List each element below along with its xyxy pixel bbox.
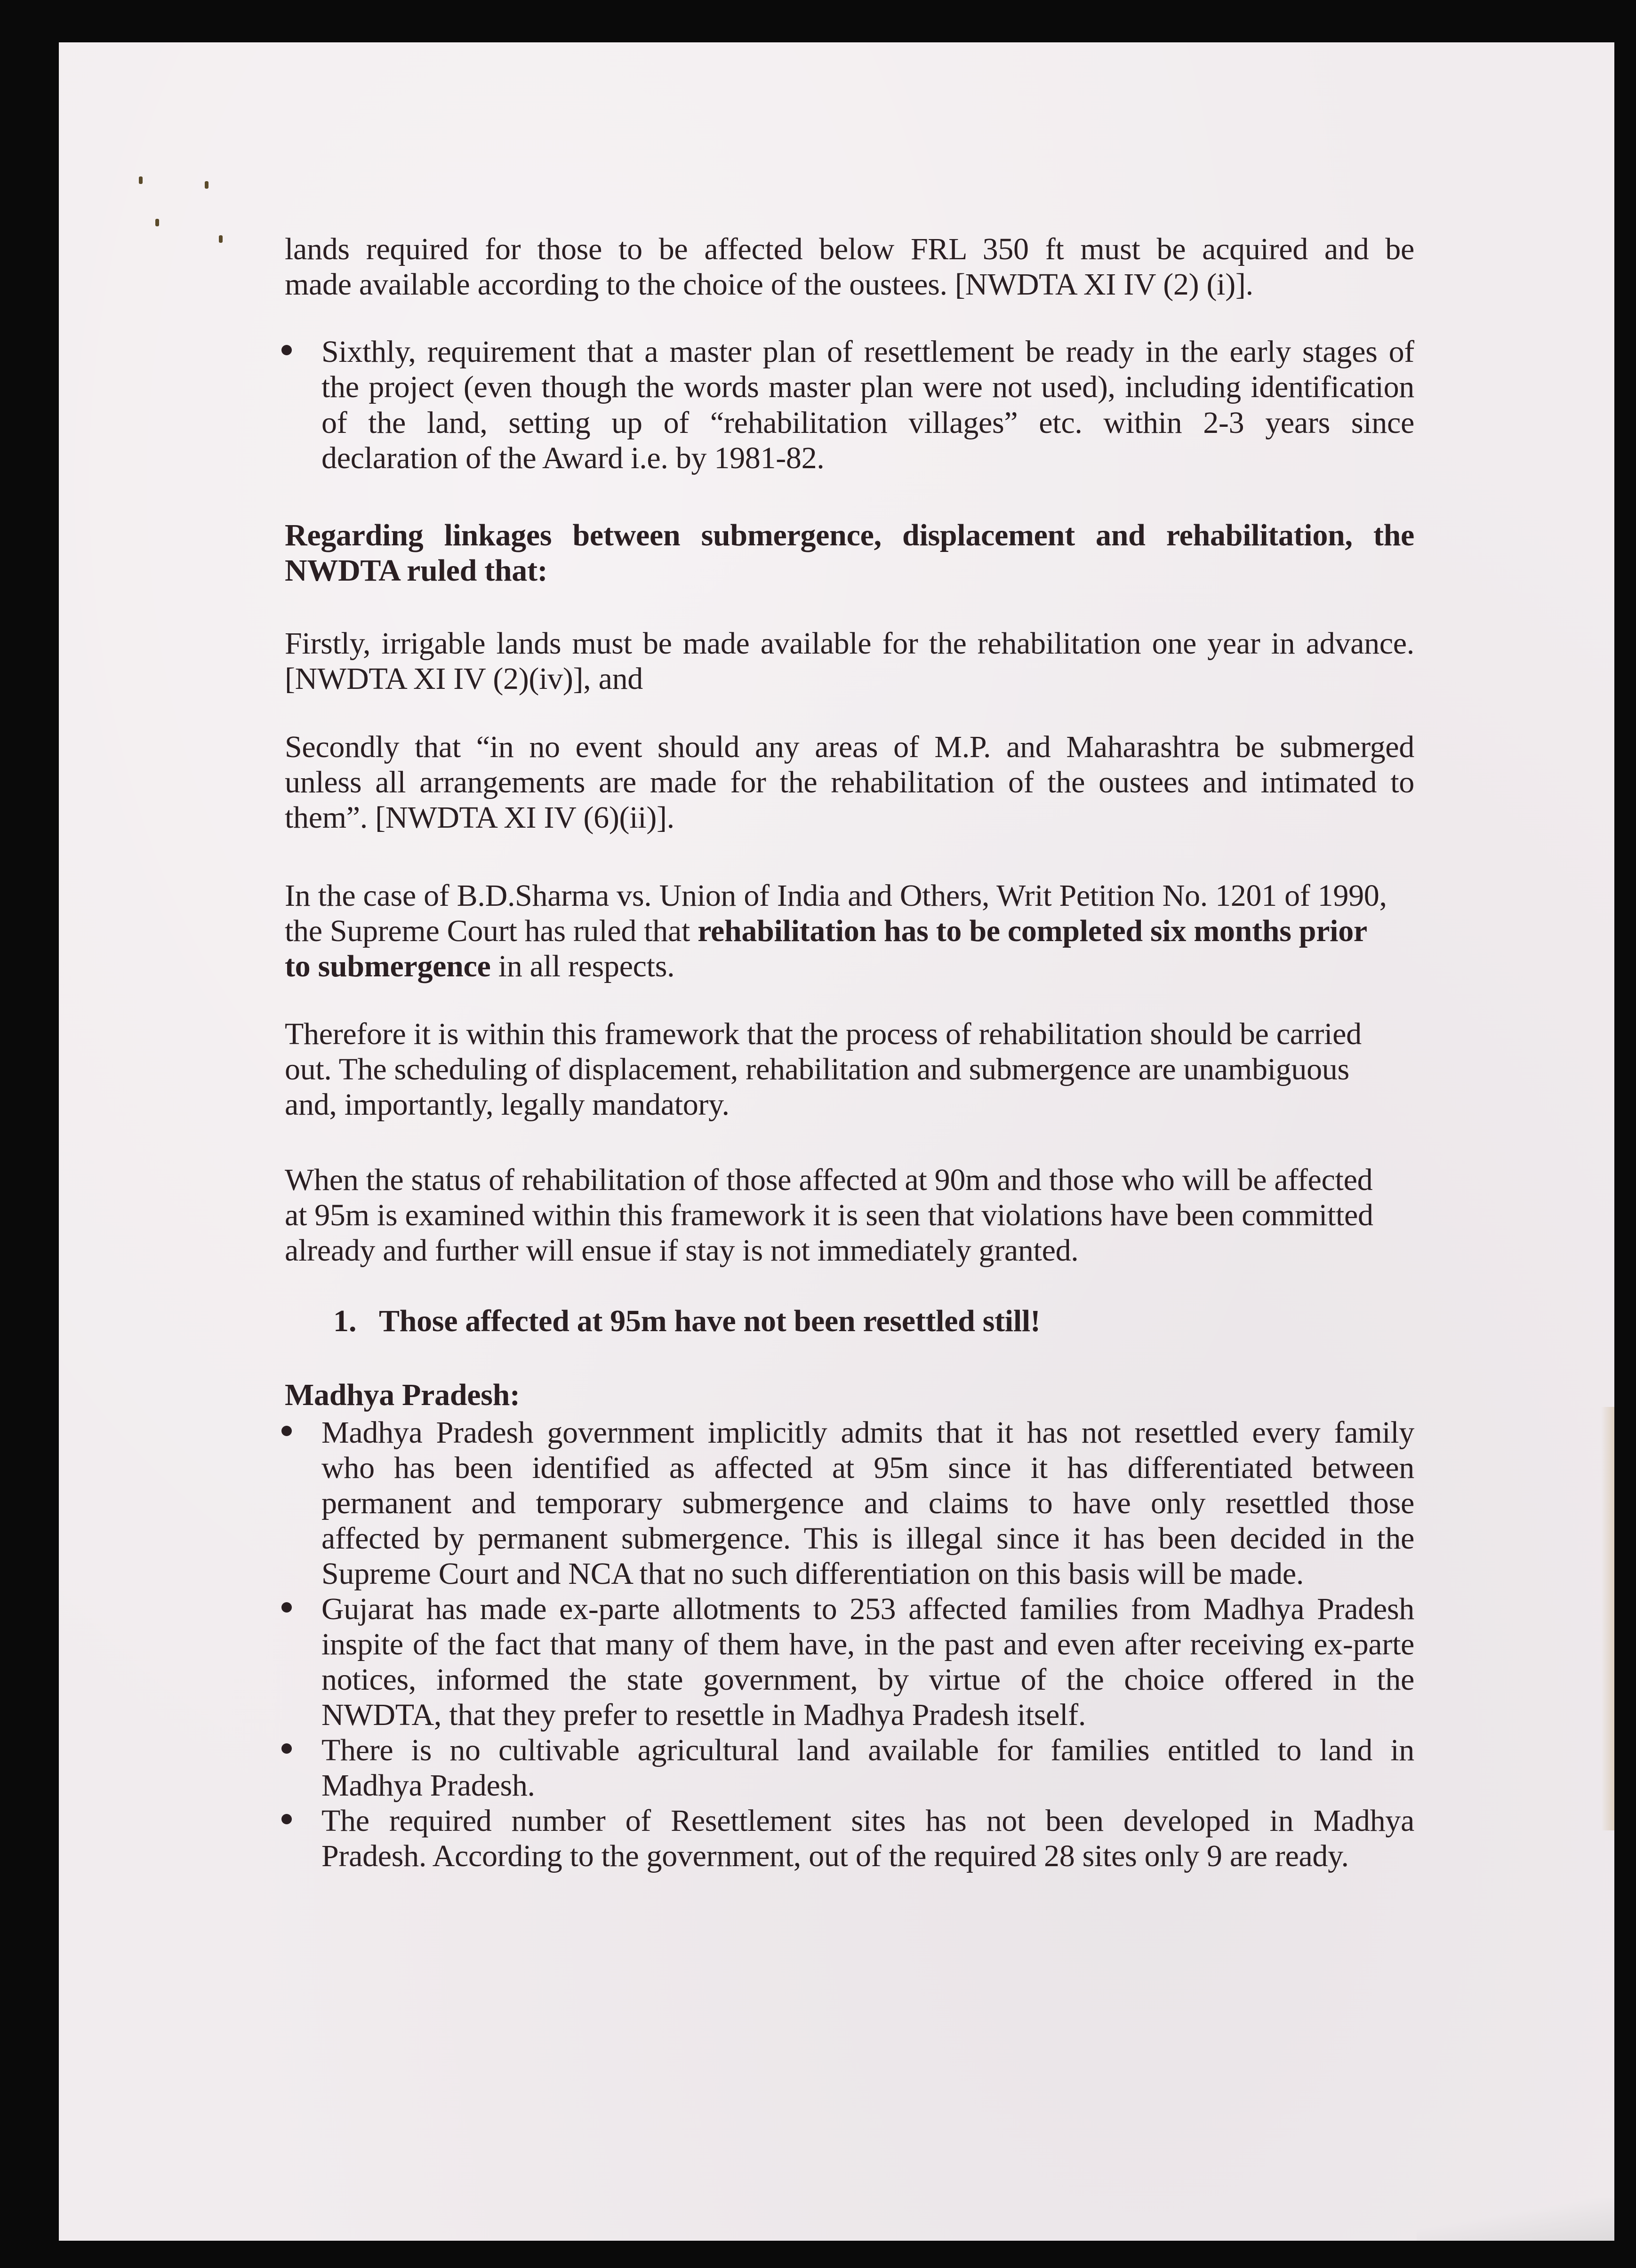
- paragraph-line: Therefore it is within this framework that the process of rehabilitation should be carried: [285, 1017, 1362, 1051]
- bullet-icon: [281, 345, 292, 355]
- bullet-line: declaration of the Award i.e. by 1981-82.: [321, 441, 825, 475]
- emphasis-text: rehabilitation has to be completed six months prior: [698, 914, 1367, 948]
- bullet-line: NWDTA, that they prefer to resettle in Madhya Pradesh itself.: [321, 1698, 1086, 1732]
- bullet-icon: [281, 1602, 292, 1613]
- bullet-icon: [281, 1814, 292, 1824]
- bold-heading-line: Regarding linkages between submergence, displacement and rehabilitation, the: [285, 518, 1414, 552]
- paragraph-line: [285, 949, 1414, 984]
- bullet-line: who has been identified as affected at 95m since it has differentiated between: [321, 1451, 1414, 1485]
- paragraph-line: [NWDTA XI IV (2)(iv)], and: [285, 662, 643, 696]
- bullet-line: Pradesh. According to the government, out of the required 28 sites only 9 are ready.: [321, 1839, 1349, 1873]
- staple-hole: [219, 235, 223, 243]
- paragraph-text: the Supreme Court has ruled that: [285, 914, 698, 948]
- bullet-line: affected by permanent submergence. This is illegal since it has been decided in the: [321, 1521, 1414, 1556]
- paragraph-line: When the status of rehabilitation of those affected at 90m and those who will be affected: [285, 1163, 1373, 1197]
- bullet-line: Madhya Pradesh government implicitly admits that it has not resettled every family: [321, 1415, 1414, 1450]
- bullet-line: There is no cultivable agricultural land available for families entitled to land in: [321, 1733, 1414, 1767]
- paragraph-line: at 95m is examined within this framework it is seen that violations have been committed: [285, 1198, 1373, 1232]
- emphasis-text: to submergence: [285, 949, 491, 983]
- paragraph-line: [285, 913, 1414, 949]
- bullet-icon: [281, 1426, 292, 1436]
- bullet-line: The required number of Resettlement sites has not been developed in Madhya: [321, 1804, 1414, 1838]
- paragraph-line: and, importantly, legally mandatory.: [285, 1087, 730, 1122]
- section-heading: Madhya Pradesh:: [285, 1378, 520, 1412]
- bullet-line: Sixthly, requirement that a master plan of resettlement be ready in the early stages of: [321, 335, 1414, 369]
- bullet-line: Gujarat has made ex-parte allotments to 253 affected families from Madhya Pradesh: [321, 1592, 1414, 1626]
- list-number: 1.: [333, 1304, 357, 1338]
- bullet-line: Supreme Court and NCA that no such differentiation on this basis will be made.: [321, 1557, 1304, 1591]
- bullet-line: Madhya Pradesh.: [321, 1768, 535, 1803]
- paragraph-line: them”. [NWDTA XI IV (6)(ii)].: [285, 800, 674, 835]
- staple-hole: [139, 176, 143, 184]
- bullet-line: the project (even though the words master plan were not used), including identification: [321, 370, 1414, 404]
- paper-curl: [1417, 2198, 1614, 2241]
- bullet-line: inspite of the fact that many of them have, in the past and even after receiving ex-parte: [321, 1627, 1414, 1661]
- bullet-icon: [281, 1743, 292, 1754]
- bullet-line: permanent and temporary submergence and claims to have only resettled those: [321, 1486, 1414, 1520]
- paragraph-text: in all respects.: [490, 949, 675, 983]
- staple-hole: [205, 181, 209, 189]
- paragraph-line: Secondly that “in no event should any areas of M.P. and Maharashtra be submerged: [285, 730, 1414, 764]
- paragraph-line: already and further will ensue if stay is not immediately granted.: [285, 1233, 1079, 1268]
- paragraph-line: unless all arrangements are made for the rehabilitation of the oustees and intimated to: [285, 765, 1414, 799]
- staple-hole: [155, 219, 159, 226]
- bullet-line: notices, informed the state government, by virtue of the choice offered in the: [321, 1662, 1414, 1697]
- paragraph-line: In the case of B.D.Sharma vs. Union of India and Others, Writ Petition No. 1201 of 1990,: [285, 878, 1387, 913]
- bold-heading-line: NWDTA ruled that:: [285, 553, 548, 588]
- numbered-heading: Those affected at 95m have not been resettled still!: [379, 1304, 1041, 1338]
- paragraph-line: out. The scheduling of displacement, rehabilitation and submergence are unambiguous: [285, 1052, 1349, 1086]
- paper-stain: [1601, 1407, 1614, 1830]
- bullet-line: of the land, setting up of “rehabilitation villages” etc. within 2-3 years since: [321, 406, 1414, 440]
- paragraph-line: Firstly, irrigable lands must be made available for the rehabilitation one year in advance.: [285, 626, 1414, 661]
- paragraph-line: lands required for those to be affected below FRL 350 ft must be acquired and be: [285, 232, 1414, 266]
- paragraph-line: made available according to the choice of the oustees. [NWDTA XI IV (2) (i)].: [285, 267, 1253, 302]
